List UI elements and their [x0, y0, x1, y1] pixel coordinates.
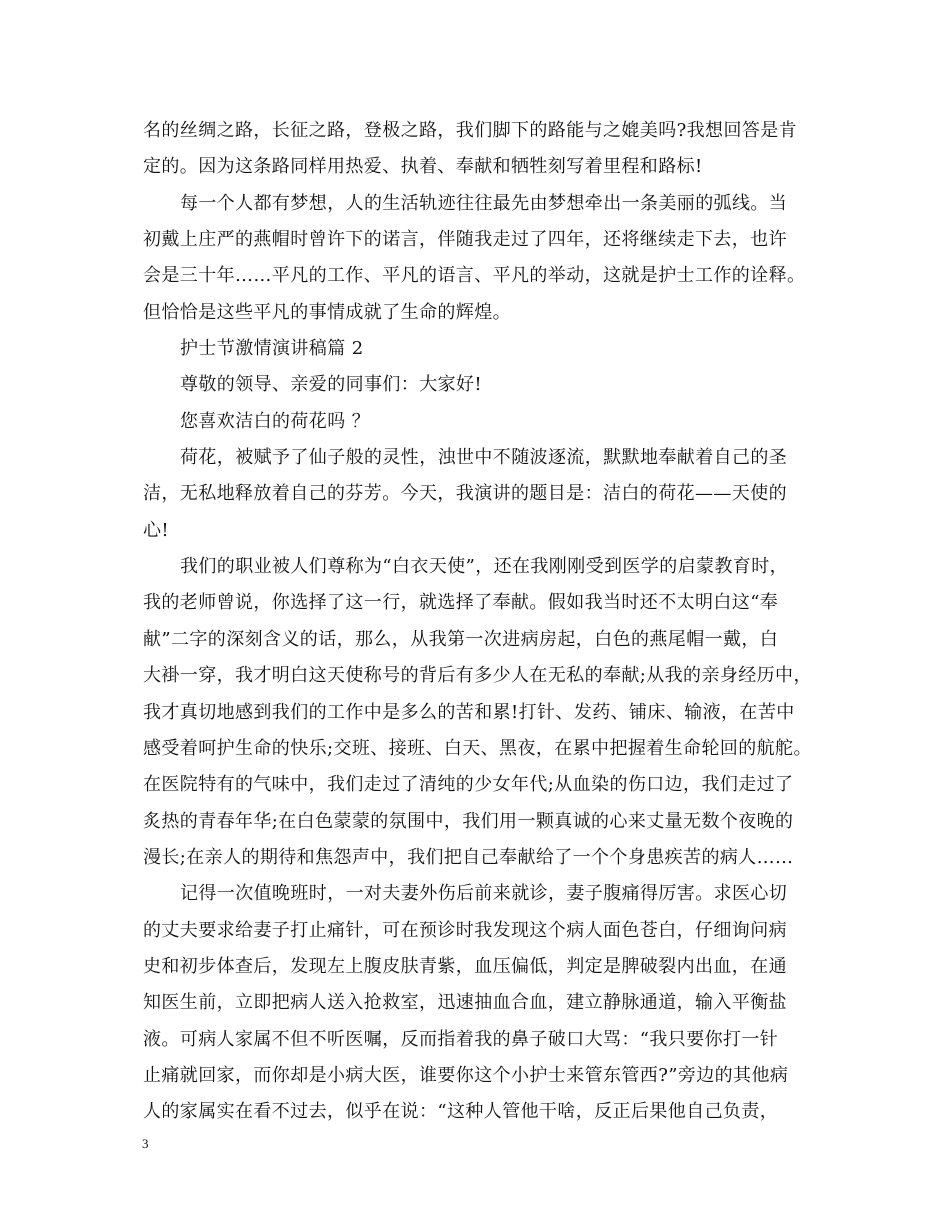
- page-number: 3: [142, 1136, 149, 1151]
- text-line: 洁，无私地释放着自己的芬芳。今天，我演讲的题目是：洁白的荷花——天使的: [143, 483, 787, 505]
- text-line: 的丈夫要求给妻子打止痛针，可在预诊时我发现这个病人面色苍白，仔细询问病: [143, 919, 787, 941]
- text-line: 止痛就回家，而你却是小病大医，谁要你这个小护士来管东管西?”旁边的其他病: [143, 1064, 789, 1086]
- text-line: 液。可病人家属不但不听医嘱，反而指着我的鼻子破口大骂：“我只要你打一针: [143, 1028, 779, 1050]
- text-line: 您喜欢洁白的荷花吗 ？: [180, 410, 371, 432]
- text-line: 每一个人都有梦想，人的生活轨迹往往最先由梦想牵出一条美丽的弧线。当: [180, 192, 788, 214]
- text-line: 大褂一穿，我才明白这天使称号的背后有多少人在无私的奉献;从我的亲身经历中，: [143, 665, 812, 687]
- text-line: 我们的职业被人们尊称为“白衣天使”，还在我刚刚受到医学的启蒙教育时，: [180, 556, 789, 578]
- text-line: 我才真切地感到我们的工作中是多么的苦和累!打针、发药、铺床、输液，在苦中: [143, 701, 795, 723]
- text-line: 但恰恰是这些平凡的事情成就了生命的辉煌。: [143, 301, 511, 323]
- text-line: 荷花，被赋予了仙子般的灵性，浊世中不随波逐流，默默地奉献着自己的圣: [180, 447, 788, 469]
- text-line: 史和初步体查后，发现左上腹皮肤青紫，血压偏低，判定是脾破裂内出血，在通: [143, 955, 787, 977]
- text-line: 会是三十年……平凡的工作、平凡的语言、平凡的举动，这就是护士工作的诠释。: [143, 265, 806, 287]
- text-line: 炙热的青春年华;在白色蒙蒙的氛围中，我们用一颗真诚的心来丈量无数个夜晚的: [143, 810, 794, 832]
- text-line: 知医生前，立即把病人送入抢救室，迅速抽血合血，建立静脉通道，输入平衡盐: [143, 992, 787, 1014]
- text-line: 名的丝绸之路，长征之路，登极之路，我们脚下的路能与之媲美吗?我想回答是肯: [143, 120, 798, 141]
- text-line: 漫长;在亲人的期待和焦怨声中，我们把自己奉献给了一个个身患疾苦的病人……: [143, 846, 794, 868]
- text-line: 初戴上庄严的燕帽时曾许下的诺言，伴随我走过了四年，还将继续走下去，也许: [143, 229, 787, 251]
- text-line: 心!: [143, 519, 170, 541]
- section-heading: 护士节激情演讲稿篇 2: [180, 338, 364, 360]
- text-line: 在医院特有的气味中，我们走过了清纯的少女年代;从血染的伤口边，我们走过了: [143, 774, 794, 796]
- text-line: 记得一次值晚班时，一对夫妻外伤后前来就诊，妻子腹痛得厉害。求医心切: [180, 883, 788, 905]
- text-line: 献”二字的深刻含义的话，那么，从我第一次进病房起，白色的燕尾帽一戴，白: [143, 628, 779, 650]
- text-line: 定的。因为这条路同样用热爱、执着、奉献和牺牲刻写着里程和路标!: [143, 156, 703, 178]
- salutation: 尊敬的领导、亲爱的同事们：大家好!: [180, 374, 483, 396]
- document-body: [143, 113, 823, 1131]
- text-line: 我的老师曾说，你选择了这一行，就选择了奉献。假如我当时还不太明白这“奉: [143, 592, 779, 614]
- text-line: 感受着呵护生命的快乐;交班、接班、白天、黑夜，在累中把握着生命轮回的航舵。: [143, 737, 812, 759]
- text-line: 人的家属实在看不过去，似乎在说：“这种人管他干啥，反正后果他自己负责，: [143, 1101, 779, 1123]
